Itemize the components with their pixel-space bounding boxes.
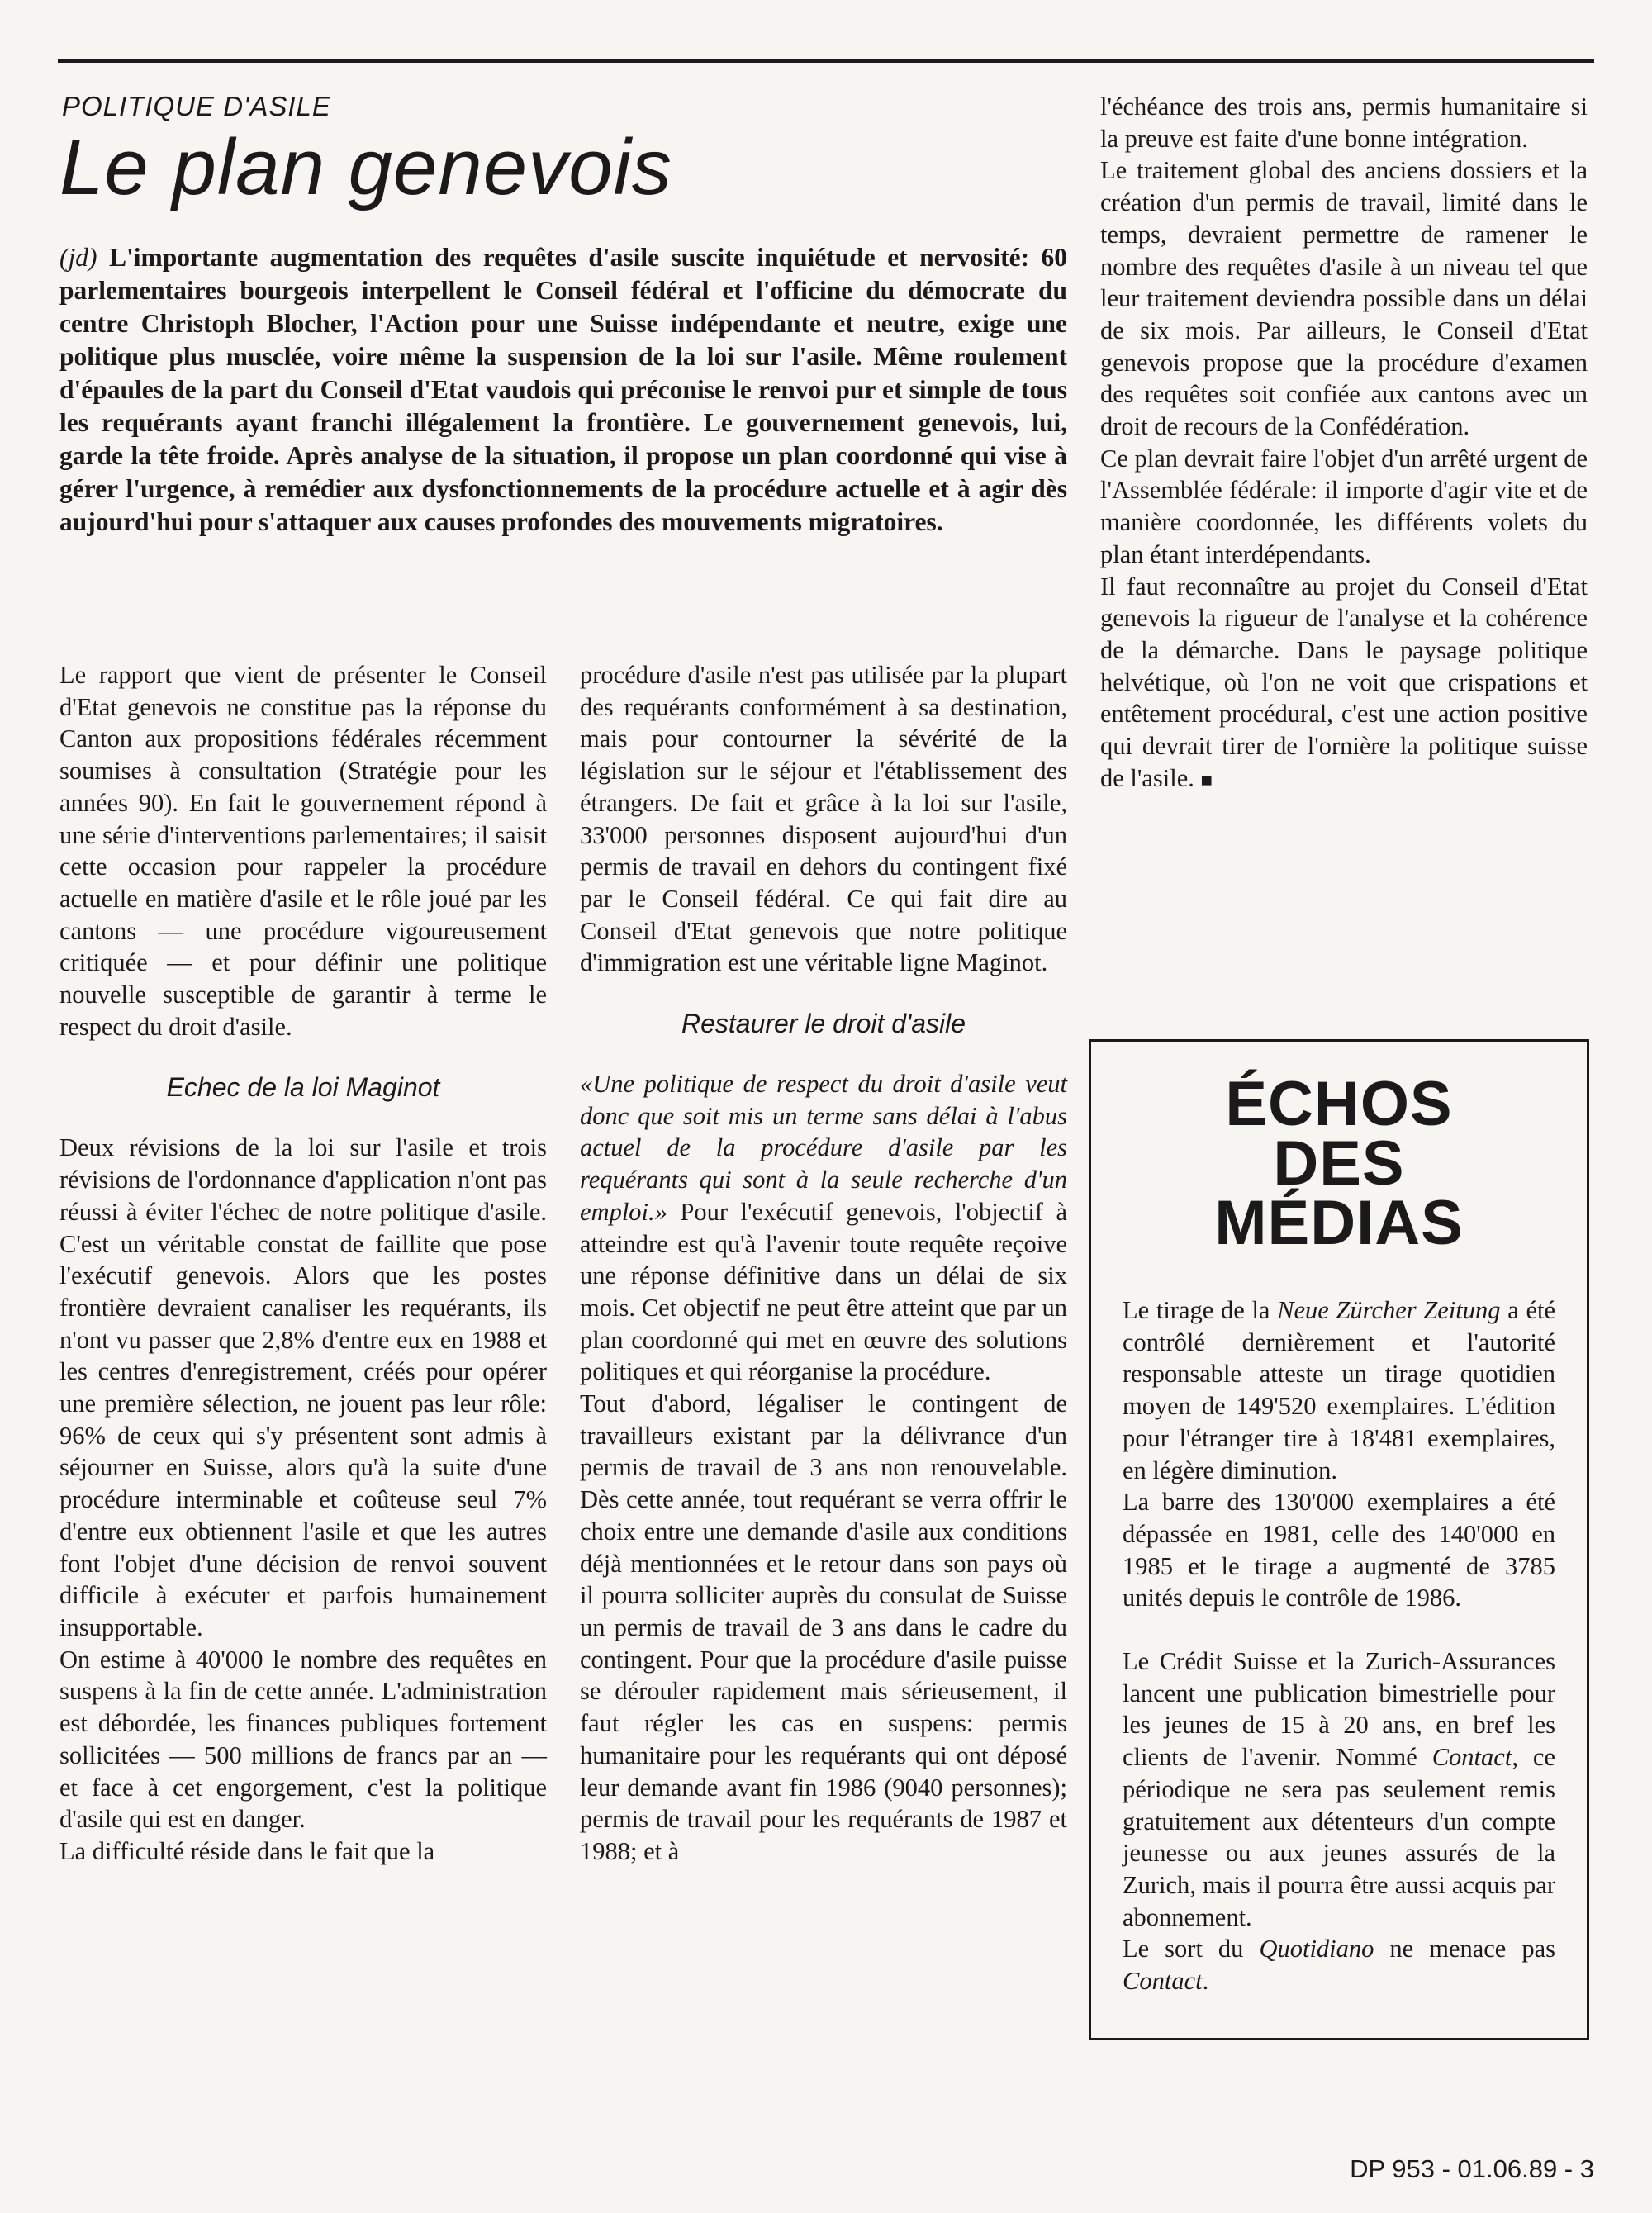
column-3 — [1100, 91, 1588, 796]
text: . — [1202, 1967, 1209, 1996]
text: , ce périodique ne sera pas seulement remis gratuitement aux détenteurs d'un compte jeunesse ou aux jeunes assurés de la Zurich, mais il pourra être aussi acquis par abonnement. — [1123, 1743, 1555, 1931]
text: ne menace pas — [1389, 1935, 1556, 1964]
text: a été contrôlé dernièrement et l'autorité responsable atteste un tirage quotidien moyen de 149'520 exemplaires. L'édition pour l'étranger tire à 18'481 exemplaires, en légère diminution. — [1123, 1296, 1555, 1484]
paragraph — [1123, 1646, 1555, 1933]
echos-des-medias-box — [1089, 1039, 1589, 2040]
box-body — [1123, 1294, 1555, 1997]
paragraph: La barre des 130'000 exemplaires a été dépassée en 1981, celle des 140'000 en 1985 et le tirage a augmenté de 3785 unités depuis le contrôle de 1986. — [1123, 1488, 1555, 1612]
paragraph — [1123, 1294, 1555, 1486]
paragraph: La difficulté réside dans le fait que la — [59, 1836, 435, 1865]
paragraph: Tout d'abord, légaliser le contingent de travailleurs existant par la délivrance d'un permis de travail de 3 ans non renouvelable. Dès cette année, tout requérant se verra offrir le choix entre une demande d'asile aux conditions déjà mentionnées et le retour dans son pays où il pourra solliciter auprès du consulat de Suisse un permis de travail de 3 ans dans le cadre du contingent. Pour que la procédure d'asile puisse se dérouler rapidement mais sérieusement, il faut régler les cas en suspens: permis humanitaire pour les requérants qui ont déposé leur demande avant fin 1986 (9040 personnes); permis de travail pour les requérants de 1987 et 1988; et à — [580, 1389, 1067, 1865]
publication-name: Neue Zürcher Zeitung — [1277, 1296, 1501, 1324]
box-title-line: DES — [1273, 1128, 1405, 1199]
subheading-echec: Echec de la loi Maginot — [166, 1072, 440, 1103]
author-signature: (jd) — [59, 243, 97, 272]
paragraph: Deux révisions de la loi sur l'asile et trois révisions de l'ordonnance d'application n'ont pas réussi à éviter l'échec de notre politique d'asile. C'est un véritable constat de faillite que pose l'exécutif genevois. Alors que les postes frontière devraient canaliser les requérants, ils n'ont vu passer que 2,8% d'entre eux en 1988 et les centres d'enregistrement, créés pour opérer une première sélection, ne jouent pas leur rôle: 96% de ceux qui s'y présentent sont admis à séjourner en Suisse, alors qu'à la suite d'une procédure interminable et coûteuse seul 7% d'entre eux obtiennent l'asile et que les autres font l'objet d'une décision de renvoi souvent difficile à exécuter et parfois humainement insupportable. — [59, 1133, 547, 1641]
header-rule — [58, 59, 1594, 63]
publication-name: Contact — [1431, 1743, 1512, 1772]
text: Le sort du — [1123, 1935, 1244, 1964]
paragraph — [580, 1068, 1067, 1388]
paragraph — [1123, 1933, 1555, 1997]
article-lead — [59, 241, 1067, 539]
paragraph: Le traitement global des anciens dossiers et la création d'un permis de travail, limité dans le temps, devraient permettre de ramener le nombre des requêtes d'asile à un niveau tel que leur traitement deviendra possible dans un délai de six mois. Par ailleurs, le Conseil d'Etat genevois propose que la procédure d'examen des requêtes soit confiée aux cantons avec un droit de recours de la Confédération. — [1100, 156, 1588, 441]
section-kicker: POLITIQUE D'ASILE — [62, 91, 331, 121]
publication-name: Quotidiano — [1259, 1935, 1374, 1964]
subheading-restaurer: Restaurer le droit d'asile — [681, 1009, 966, 1039]
box-title-line: MÉDIAS — [1214, 1188, 1464, 1258]
paragraph: On estime à 40'000 le nombre des requêtes en suspens à la fin de cette année. L'administration est débordée, les finances publiques fortement sollicitées — 500 millions de francs par an — et face à cet engorgement, c'est la politique d'asile qui est en danger. — [59, 1645, 547, 1834]
paragraph-text: Il faut reconnaître au projet du Conseil d'Etat genevois la rigueur de l'analyse et la cohérence de la démarche. Dans le paysage politique helvétique, où l'on ne voit que crispations et entêtement procédural, c'est une action positive qui devrait tirer de l'ornière la politique suisse de l'asile. — [1100, 572, 1588, 792]
paragraph — [1100, 571, 1588, 797]
lead-text: L'importante augmentation des requêtes d'asile suscite inquiétude et nervosité: 60 parlementaires bourgeois interpellent le Conseil fédéral et l'officine du démocrate du centre Christoph Blocher, l'Action pour une Suisse indépendante et neutre, exige une politique plus musclée, voire même la suspension de la loi sur l'asile. Même roulement d'épaules de la part du Conseil d'Etat vaudois qui préconise le renvoi pur et simple de tous les requérants ayant franchi illégalement la frontière. Le gouvernement genevois, lui, garde la tête froide. Après analyse de la situation, il propose un plan coordonné qui vise à gérer l'urgence, à remédier aux dysfonctionnements de la procédure actuelle et à agir dès aujourd'hui pour s'attaquer aux causes profondes des mouvements migratoires. — [59, 243, 1068, 536]
end-mark-icon: ■ — [1200, 769, 1213, 791]
box-title-line: ÉCHOS — [1225, 1069, 1453, 1139]
page-folio: DP 953 - 01.06.89 - 3 — [1350, 2154, 1594, 2183]
column-2 — [580, 659, 1067, 1868]
text: Le tirage de la — [1123, 1296, 1270, 1324]
paragraph: procédure d'asile n'est pas utilisée par la plupart des requérants conformément à sa destination, mais pour contourner la sévérité de la législation sur le séjour et l'établissement des étrangers. De fait et grâce à la loi sur l'asile, 33'000 personnes disposent aujourd'hui d'un permis de travail en dehors du contingent fixé par le Conseil fédéral. Ce qui fait dire au Conseil d'Etat genevois que notre politique d'immigration est une véritable ligne Maginot. — [580, 661, 1067, 977]
paragraph: l'échéance des trois ans, permis humanitaire si la preuve est faite d'une bonne intégration. — [1100, 93, 1588, 153]
publication-name: Contact — [1123, 1967, 1203, 1996]
box-title — [1123, 1069, 1555, 1258]
paragraph-text: Pour l'exécutif genevois, l'objectif à atteindre est qu'à l'avenir toute requête reçoive une réponse définitive dans un délai de six mois. Cet objectif ne peut être atteint que par un plan coordonné qui met en œuvre des solutions politiques et qui réorganise la procédure. — [580, 1197, 1068, 1386]
text: Le Crédit Suisse et la Zurich-Assurances lancent une publication bimestrielle pour les jeunes de 15 à 20 ans, en bref les clients de l'avenir. Nommé — [1123, 1647, 1555, 1772]
column-1 — [59, 659, 547, 1868]
article-title: Le plan genevois — [59, 123, 672, 211]
paragraph: Ce plan devrait faire l'objet d'un arrêté urgent de l'Assemblée fédérale: il importe d'agir vite et de manière coordonnée, les différents volets du plan étant interdépendants. — [1100, 444, 1588, 568]
paragraph: Le rapport que vient de présenter le Conseil d'Etat genevois ne constitue pas la réponse du Canton aux propositions fédérales récemment soumises à consultation (Stratégie pour les années 90). En fait le gouvernement répond à une série d'interventions parlementaires; il saisit cette occasion pour rappeler la procédure actuelle en matière d'asile et le rôle joué par les cantons — une procédure vigoureusement critiquée — et pour définir une politique nouvelle susceptible de garantir à terme le respect du droit d'asile. — [59, 661, 547, 1041]
quote: «Une politique de respect du droit d'asile veut donc que soit mis un terme sans délai à l'abus actuel de la procédure d'asile par les requérants qui sont à la seule recherche d'un emploi.» — [580, 1070, 1067, 1226]
